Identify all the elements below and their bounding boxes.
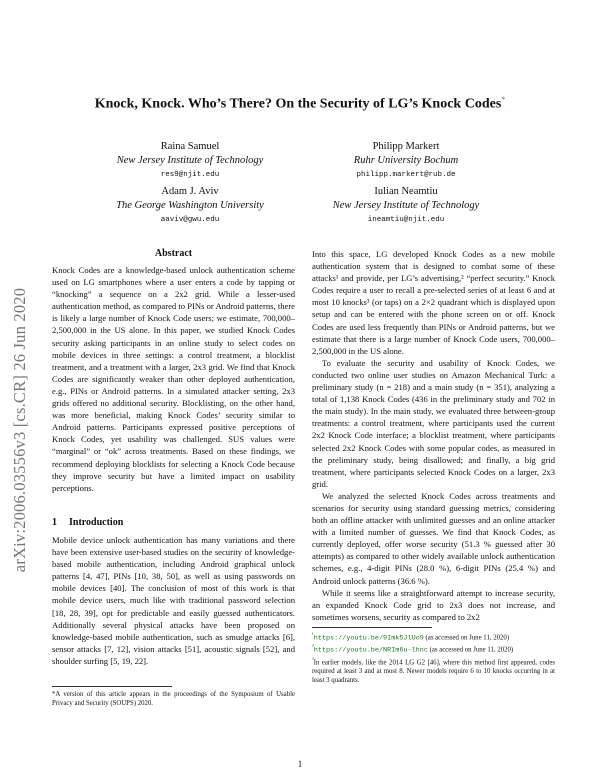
author-1: [80, 140, 300, 182]
paragraph-4: While it seems like a straightforward attempt to increase security, an expanded Knock Code grid to 2x3 does not increase, and sometimes worsens, security as compared to 2x2: [312, 587, 555, 622]
paper-title: Knock, Knock. Who’s There? On the Security of LG’s Knock Codes*: [94, 95, 506, 112]
footnote-1-link[interactable]: https://youtu.be/9Imk5JlUo9: [313, 634, 424, 643]
author-email[interactable]: res9@njit.edu: [160, 171, 220, 179]
author-2: [296, 140, 516, 182]
footnote-1: $^{^1}$https://youtu.be/9Imk5JlUo9 (as accessed on June 11, 2020): [312, 632, 510, 643]
author-email[interactable]: ineamtiu@njit.edu: [367, 216, 445, 224]
intro-body: [52, 534, 295, 667]
right-column-body: [312, 248, 555, 623]
page-number: 1: [297, 759, 303, 769]
footnote-left: *A version of this article appears in the proceedings of the Symposium of Usable Privacy and Security (SOUPS) 2020.: [52, 691, 295, 707]
footnotes-right: [312, 631, 555, 685]
footnote-rule: [312, 627, 432, 628]
author-name: Philipp Markert: [372, 141, 440, 152]
abstract-body: [52, 264, 295, 494]
author-affiliation: New Jersey Institute of Technology: [332, 200, 480, 211]
author-name: Raina Samuel: [160, 141, 220, 152]
section-title: Introduction: [69, 517, 124, 528]
abstract-heading: Abstract: [154, 248, 193, 259]
paragraph-1: Into this space, LG developed Knock Codes as a new mobile authentication system that is designed to combat some of these attacks¹ and provide, per LG’s advertising,² “perfect security.” Knock Codes require a user to recall a pre-selected series of at least 6 and at most 10 knocks³ (or taps) on a 2×2 quadrant which is displayed upon setup and can be entered with the phone screen on or off. Knock Codes are used less frequently than PINs or Android patterns, but we estimate that there is a large number of Knock Code users, 700,000–2,500,000 in the US alone.: [312, 249, 555, 356]
author-name: Adam J. Aviv: [161, 186, 219, 197]
intro-paragraph: Mobile device unlock authentication has many variations and there have been extensive user-based studies on the security of knowledge-based mobile authentication, including Android graphical unlock patterns [4, 47], PINs [10, 38, 50], as well as using passwords on mobile devices [40]. The conclusion of most of this work is that mobile device users, much like with traditional password selection [18, 28, 39], opt for predictable and easily guessed authenticators. Additionally several physical attacks have been proposed on knowledge-based mobile authentication, such as smudge attacks [6], sensor attacks [7, 12], vision attacks [51], acoustic signals [52], and shoulder surfing [5, 19, 22].: [52, 535, 295, 666]
footnote-2: $^{^2}$https://youtu.be/NRIm6u-lhnc (as accessed on June 11, 2020): [312, 644, 514, 655]
footnote-3: $^{^3}$In earlier models, like the 2014 LG G2 [46], where this method first appeared, codes required at least 3 and at most 8. Newer models require 6 to 10 knocks occurring in at least 3 quadrants.: [312, 656, 555, 684]
section-heading: [52, 517, 123, 528]
footnote-2-link[interactable]: https://youtu.be/NRIm6u-lhnc: [313, 646, 428, 655]
author-affiliation: New Jersey Institute of Technology: [116, 155, 264, 166]
paragraph-2: To evaluate the security and usability of Knock Codes, we conducted two online user studies on Amazon Mechanical Turk: a preliminary study (n = 218) and a main study (n = 351), analyzing a total of 1,138 Knock Codes (436 in the preliminary study and 702 in the main study). In the main study, we evaluated three between-group treatments: a control treatment, where participants used the current 2x2 Knock Code interface; a blocklist treatment, where participants selected 2x2 Knock Codes with some popular codes, as measured in the preliminary study, being disallowed; and finally, a big grid treatment, where participants selected Knock Codes on a larger, 2x3 grid.: [312, 357, 555, 489]
author-4: [296, 185, 516, 227]
author-affiliation: Ruhr University Bochum: [353, 155, 459, 166]
section-number: 1: [52, 517, 57, 528]
title-footnote-mark: *: [501, 95, 506, 104]
arxiv-stamp: arXiv:2006.03556v3 [cs.CR] 26 Jun 2020: [10, 287, 29, 573]
author-3: [80, 185, 300, 227]
author-email[interactable]: philipp.markert@rub.de: [356, 171, 456, 179]
abstract-text: Knock Codes are a knowledge-based unlock authentication scheme used on LG smartphones where a user enters a code by tapping or “knocking” a sequence on a 2x2 grid. While a lesser-used authentication method, as compared to PINs or Android patterns, there is likely a large number of Knock Code users; we estimate, 700,000–2,500,000 in the US alone. In this paper, we studied Knock Codes security asking participants in an online study to select codes on mobile devices in three settings: a control treatment, a blocklist treatment, and a treatment with a larger, 2x3 grid. We find that Knock Codes are significantly weaker than other deployed authentication, e.g., PINs or Android patterns. In a simulated attacker setting, 2x3 grids offered no additional security. Blocklisting, on the other hand, was more beneficial, making Knock Codes’ security similar to Android patterns. Participants expressed positive perceptions of Knock Codes, yet usability was challenged. SUS values were “marginal” or “ok” across treatments. Based on these findings, we recommend deploying blocklists for selecting a Knock Code because they improve security but have a limited impact on usability perceptions.: [52, 265, 295, 493]
footnote-rule: [52, 686, 172, 687]
author-name: Iulian Neamtiu: [374, 186, 438, 197]
author-affiliation: The George Washington University: [116, 200, 264, 211]
author-email[interactable]: aaviv@gwu.edu: [160, 216, 220, 224]
paragraph-3: We analyzed the selected Knock Codes across treatments and scenarios for security using standard guessing metrics, considering both an offline attacker with unlimited guesses and an online attacker with a limited number of guesses. We find that Knock Codes, as currently deployed, offer worse security (51.3 % guessed after 30 attempts) as compared to other widely available unlock authentication schemes, e.g., 4-digit PINs (28.0 %), 6-digit PINs (25.4 %) and Android unlock patterns (36.6 %).: [312, 490, 555, 586]
